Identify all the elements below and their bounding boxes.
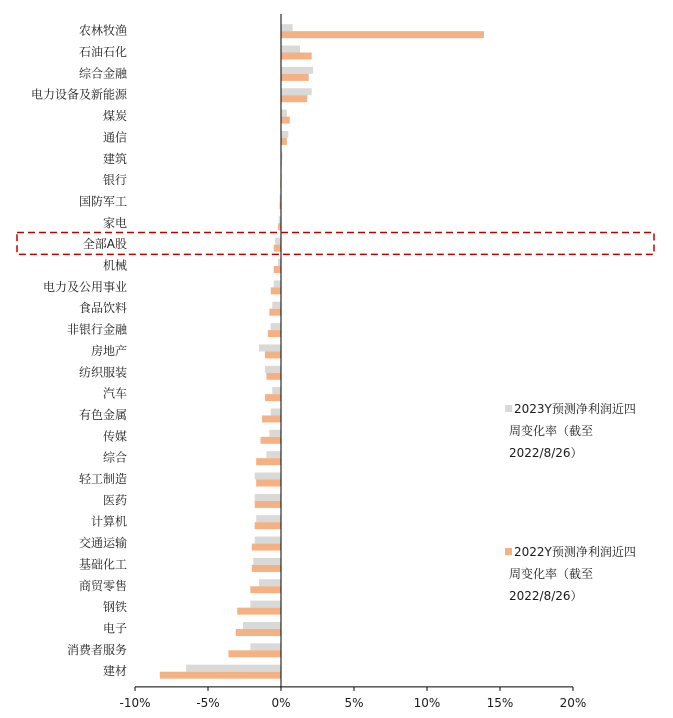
- bar-s2-27: [237, 608, 281, 615]
- bar-s1-5: [281, 131, 288, 138]
- bar-s1-23: [256, 515, 281, 522]
- category-label-12: 电力及公用事业: [42, 279, 127, 294]
- legend-swatch-1: [505, 405, 512, 412]
- bar-s1-17: [272, 387, 281, 394]
- bar-s1-21: [255, 473, 281, 480]
- bar-s1-26: [259, 579, 281, 586]
- x-tick-label-1: -5%: [196, 695, 220, 710]
- bar-s1-18: [271, 408, 281, 415]
- bar-s2-3: [281, 95, 307, 102]
- category-label-3: 电力设备及新能源: [30, 87, 127, 102]
- bar-s1-4: [281, 110, 287, 117]
- bar-s1-29: [250, 643, 281, 650]
- category-label-6: 建筑: [102, 151, 127, 166]
- category-labels: [31, 23, 128, 679]
- bar-s2-11: [274, 266, 281, 273]
- bar-s2-4: [281, 117, 290, 124]
- category-label-13: 食品饮料: [78, 301, 127, 316]
- bar-s2-16: [266, 373, 281, 380]
- category-label-28: 电子: [102, 621, 127, 636]
- bar-s1-3: [281, 88, 312, 95]
- bar-s1-16: [265, 366, 281, 373]
- bar-s2-30: [160, 672, 281, 679]
- bar-s2-21: [256, 480, 281, 487]
- x-tick-label-3: 5%: [344, 695, 364, 710]
- category-label-10: 全部A股: [82, 237, 127, 252]
- category-label-21: 轻工制造: [78, 472, 127, 487]
- category-label-29: 消费者服务: [66, 642, 127, 657]
- category-label-20: 综合: [102, 450, 127, 465]
- category-label-11: 机械: [102, 258, 127, 273]
- bar-s1-1: [281, 46, 300, 53]
- category-label-15: 房地产: [90, 343, 127, 358]
- category-label-0: 农林牧渔: [78, 23, 127, 38]
- category-label-2: 综合金融: [78, 66, 127, 81]
- x-tick-label-4: 10%: [413, 695, 441, 710]
- x-tick-label-0: -10%: [119, 695, 151, 710]
- category-label-4: 煤炭: [102, 109, 127, 124]
- legend-label-2-line-1: 2022Y预测净利润近四: [514, 545, 636, 559]
- category-label-26: 商贸零售: [78, 578, 127, 593]
- bar-s1-14: [271, 323, 281, 330]
- bars-layer: [160, 24, 484, 679]
- category-label-23: 计算机: [90, 514, 127, 529]
- legend-label-2-line-3: 2022/8/26）: [509, 589, 583, 603]
- bar-s2-2: [281, 74, 309, 81]
- x-axis-ticks: [119, 687, 586, 710]
- bar-s2-12: [271, 287, 281, 294]
- category-label-25: 基础化工: [78, 557, 127, 572]
- category-label-5: 通信: [102, 130, 127, 145]
- bar-s1-27: [250, 601, 281, 608]
- bar-s1-19: [269, 430, 281, 437]
- bar-s2-20: [256, 458, 281, 465]
- category-label-14: 非银行金融: [66, 322, 127, 337]
- bar-s2-5: [281, 138, 287, 145]
- bar-s2-13: [269, 309, 281, 316]
- bar-s1-22: [255, 494, 281, 501]
- bar-s2-29: [228, 650, 281, 657]
- bar-s1-13: [272, 302, 281, 309]
- category-label-24: 交通运输: [78, 536, 127, 551]
- category-label-30: 建材: [102, 664, 127, 679]
- bar-s1-30: [186, 665, 281, 672]
- category-label-27: 钢铁: [102, 600, 127, 615]
- category-label-18: 有色金属: [78, 407, 127, 422]
- bar-s1-2: [281, 67, 313, 74]
- bar-s2-28: [236, 629, 281, 636]
- bar-s2-17: [265, 394, 281, 401]
- bar-s1-24: [255, 537, 281, 544]
- bar-s2-1: [281, 53, 312, 60]
- category-label-19: 传媒: [102, 429, 127, 444]
- bar-s2-18: [262, 415, 281, 422]
- bar-s2-25: [252, 565, 281, 572]
- bar-s1-10: [275, 238, 281, 245]
- category-label-7: 银行: [102, 173, 127, 188]
- bar-s1-28: [243, 622, 281, 629]
- bar-s2-22: [255, 501, 281, 508]
- legend-label-1-line-1: 2023Y预测净利润近四: [514, 402, 636, 416]
- legend: [505, 401, 636, 603]
- bar-s1-25: [253, 558, 281, 565]
- bar-s2-14: [268, 330, 281, 337]
- bar-s1-20: [266, 451, 281, 458]
- x-tick-label-6: 20%: [559, 695, 587, 710]
- bar-s1-12: [274, 280, 281, 287]
- bar-s2-26: [250, 586, 281, 593]
- category-label-16: 纺织服装: [78, 365, 127, 380]
- bar-s2-0: [281, 31, 484, 38]
- category-label-22: 医药: [102, 493, 127, 508]
- legend-swatch-2: [505, 548, 512, 555]
- x-tick-label-2: 0%: [271, 695, 291, 710]
- category-label-9: 家电: [102, 215, 127, 230]
- bar-s1-15: [259, 344, 281, 351]
- bar-s2-19: [261, 437, 281, 444]
- category-label-17: 汽车: [102, 386, 127, 401]
- bar-s2-23: [255, 522, 281, 529]
- bar-s2-10: [274, 245, 281, 252]
- category-label-8: 国防军工: [78, 194, 127, 209]
- category-label-1: 石油石化: [78, 45, 127, 60]
- legend-label-1-line-3: 2022/8/26）: [509, 446, 583, 460]
- legend-label-2-line-2: 周变化率（截至: [509, 567, 594, 581]
- bar-s2-24: [252, 544, 281, 551]
- bar-s2-15: [265, 351, 281, 358]
- legend-label-1-line-2: 周变化率（截至: [509, 424, 594, 438]
- x-tick-label-5: 15%: [486, 695, 514, 710]
- bar-s1-0: [281, 24, 293, 31]
